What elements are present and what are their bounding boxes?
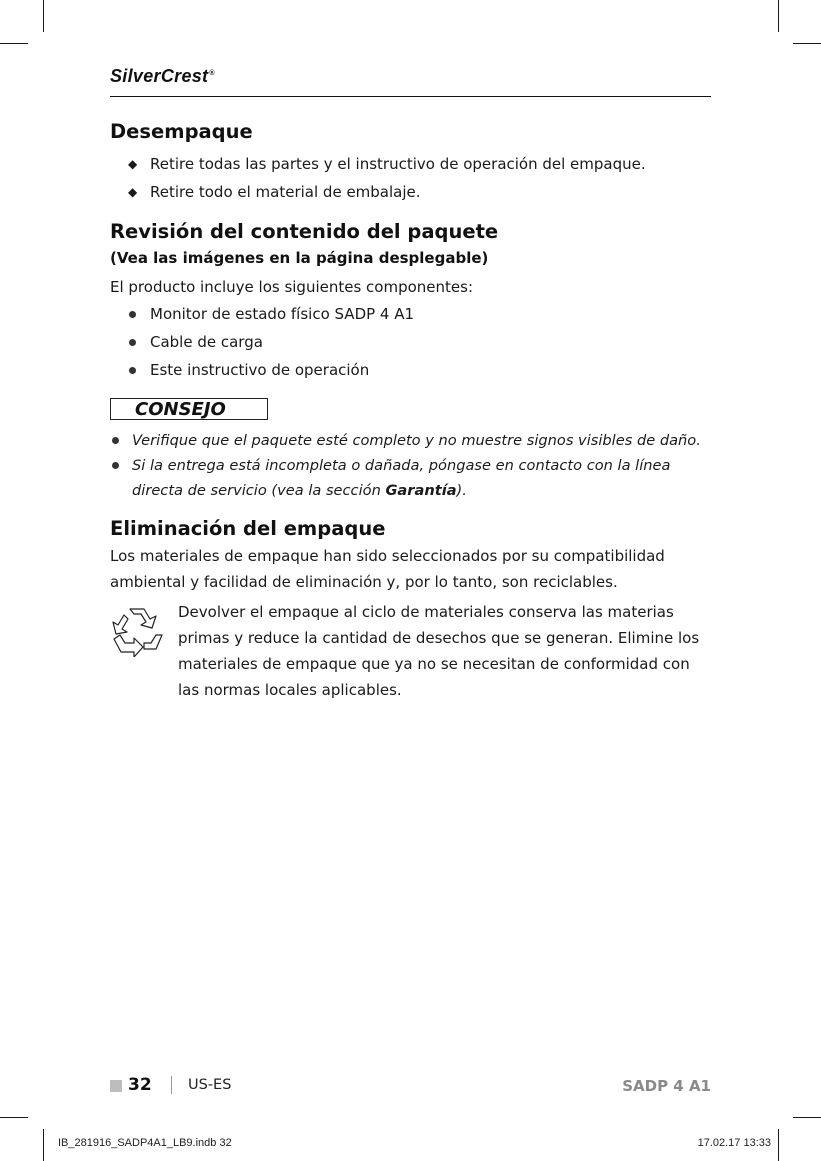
crop-mark (778, 1129, 779, 1161)
diamond-icon: ◆ (128, 157, 138, 171)
slug-date: 17.02.17 13:33 (697, 1137, 771, 1149)
tip-text: directa de servicio (vea la sección (132, 482, 386, 499)
contents-list (110, 300, 712, 384)
tip-text: ). (456, 482, 467, 499)
section-title-unpacking: Desempaque (110, 120, 253, 143)
list-item-text: Retire todo el material de embalaje. (150, 183, 421, 201)
warranty-reference: Garantía (385, 482, 457, 499)
recycle-icon (110, 605, 166, 657)
section-title-disposal: Eliminación del empaque (110, 517, 386, 540)
diamond-icon: ◆ (128, 185, 138, 199)
recycle-paragraph (178, 599, 712, 703)
list-item-text: Cable de carga (150, 333, 263, 351)
crop-mark (793, 1117, 821, 1118)
bullet-dot (129, 367, 136, 374)
header-rule (110, 96, 711, 97)
bullet-dot (129, 339, 136, 346)
text-line: las normas locales aplicables. (178, 681, 402, 699)
crop-mark (793, 43, 821, 44)
registered-mark: ® (209, 70, 215, 77)
list-item (110, 356, 712, 384)
crop-mark (778, 0, 779, 32)
list-item (110, 328, 712, 356)
language-code: US-ES (188, 1077, 232, 1093)
tip-list (110, 428, 712, 503)
crop-mark (0, 1117, 28, 1118)
list-item-text: Retire todas las partes y el instructivo de operación del empaque. (150, 155, 646, 173)
brand-name: SilverCrest (110, 66, 209, 86)
footer-divider (171, 1076, 172, 1094)
contents-subtitle: (Vea las imágenes en la página desplegable) (110, 249, 489, 267)
crop-mark (43, 0, 44, 32)
disposal-paragraph (110, 543, 712, 595)
tip-label: CONSEJO (110, 398, 268, 420)
tip-text: Verifique que el paquete esté completo y no muestre signos visibles de daño. (132, 432, 701, 449)
crop-mark (43, 1129, 44, 1161)
text-line: primas y reduce la cantidad de desechos que se generan. Elimine los (178, 629, 700, 647)
page-number: 32 (128, 1075, 152, 1095)
section-title-contents: Revisión del contenido del paquete (110, 220, 499, 243)
slug-file: IB_281916_SADP4A1_LB9.indb 32 (58, 1137, 232, 1149)
text-line: Devolver el empaque al ciclo de materiales conserva las materias (178, 603, 674, 621)
text-line: materiales de empaque que ya no se necesitan de conformidad con (178, 655, 690, 673)
unpacking-list (110, 150, 712, 206)
text-line: ambiental y facilidad de eliminación y, por lo tanto, son reciclables. (110, 573, 618, 591)
list-item (110, 150, 712, 178)
bullet-dot (112, 437, 119, 444)
model-number: SADP 4 A1 (622, 1077, 711, 1095)
bullet-dot (129, 311, 136, 318)
list-item (110, 453, 712, 503)
footer-marker (110, 1080, 122, 1092)
list-item-text: Monitor de estado físico SADP 4 A1 (150, 305, 415, 323)
list-item (110, 300, 712, 328)
list-item-text: Este instructivo de operación (150, 361, 370, 379)
text-line: Los materiales de empaque han sido seleccionados por su compatibilidad (110, 547, 665, 565)
page-content (110, 118, 712, 703)
list-item (110, 428, 712, 453)
recycle-note (110, 599, 712, 703)
crop-mark (0, 43, 28, 44)
bullet-dot (112, 462, 119, 469)
brand-logo (110, 66, 215, 87)
list-item (110, 178, 712, 206)
tip-text: Si la entrega está incompleta o dañada, póngase en contacto con la línea (132, 457, 671, 474)
contents-intro: El producto incluye los siguientes componentes: (110, 278, 474, 296)
